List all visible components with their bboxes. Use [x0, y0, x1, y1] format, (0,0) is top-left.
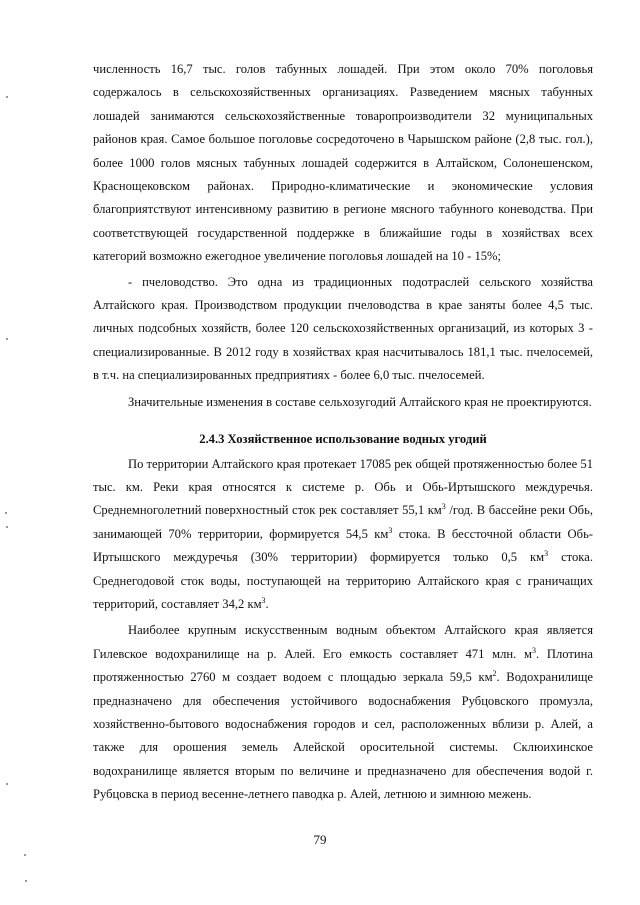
superscript-cubed: 3	[441, 502, 446, 512]
reservoirs-text-2: . Плотина протяженностью 2760 м создает водоем с площадью зеркала 59,5 км	[93, 646, 593, 685]
scan-speck	[5, 512, 7, 514]
scan-speck	[24, 854, 26, 856]
superscript-cubed: 3	[261, 595, 266, 605]
page-body	[93, 58, 593, 807]
paragraph-rivers	[93, 453, 593, 617]
superscript-squared: 2	[492, 668, 497, 678]
paragraph-farmland-changes: Значительные изменения в составе сельхозугодий Алтайского края не проектируются.	[128, 394, 592, 409]
paragraph-beekeeping: - пчеловодство. Это одна из традиционных подотраслей сельского хозяйства Алтайского края. Производством продукции пчеловодства в крае заняты более 4,5 тыс. личных подсобных хозяйств, более 120 сельскохозяйственных организаций, из которых 3 - специализированные. В 2012 году в хозяйствах края насчитывалось 181,1 тыс. пчелосемей, в т.ч. на специализированных предприятиях - более 6,0 тыс. пчелосемей.	[93, 274, 593, 383]
superscript-cubed: 3	[388, 525, 393, 535]
rivers-text-2: /год. В бассейне реки Обь, занимающей 70% территории, формируется 54,5 км	[93, 503, 593, 541]
reservoirs-text-3: . Водохранилище предназначено для обеспечения устойчивого водоснабжения Рубцовского промузла, хозяйственно-бытового водоснабжения городов и сел, расположенных вблизи р. Алей, а также для орошения земель Алейской оросительной системы. Склюихинское водохранилище является вторым по величине и предназначено для обеспечения водой г. Рубцовска в период весенне-летнего паводка р. Алей, летнюю и зимнюю межень.	[93, 670, 593, 802]
superscript-cubed: 3	[544, 548, 549, 558]
reservoirs-text-1: Наиболее крупным искусственным водным объектом Алтайского края является Гилевское водохранилище на р. Алей. Его емкость составляет 471 млн. м	[93, 623, 593, 661]
paragraph-reservoirs	[93, 619, 593, 806]
rivers-text-5: .	[265, 596, 269, 611]
rivers-text-1: По территории Алтайского края протекает 17085 рек общей протяженностью более 51 тыс. км. Реки края относятся к системе р. Обь и Обь-Иртышского междуречья. Среднемноголетний поверхностный сток рек составляет 55,1 км	[93, 456, 593, 518]
superscript-cubed: 3	[532, 645, 536, 655]
rivers-text-4: стока. Среднегодовой сток воды, поступающей на территорию Алтайского края с граничащих территорий, составляет 34,2 км	[93, 550, 593, 611]
rivers-text-3: стока. В бессточной области Обь-Иртышского междуречья (30% территории) формируется только 0,5 км	[93, 526, 593, 565]
section-heading: 2.4.3 Хозяйственное использование водных угодий	[199, 432, 487, 447]
scan-speck	[6, 338, 8, 340]
scan-speck	[6, 783, 8, 785]
page-number: 79	[313, 832, 327, 847]
scan-speck	[25, 880, 27, 882]
scan-speck	[6, 526, 8, 528]
scan-speck	[6, 96, 8, 98]
paragraph-horse-breeding: численность 16,7 тыс. голов табунных лошадей. При этом около 70% поголовья содержалось в сельскохозяйственных организациях. Разведением мясных табунных лошадей занимаются сельскохозяйственные товаропроизводители 32 муниципальных районов края. Самое большое поголовье сосредоточено в Чарышском районе (2,8 тыс. гол.), более 1000 голов мясных табунных лошадей содержится в Алтайском, Солонешенском, Краснощековском районах. Природно-климатические и экономические условия благоприятствуют интенсивному развитию в регионе мясного табунного коневодства. При соответствующей государственной поддержке в ближайшие годы в хозяйствах всех категорий возможно ежегодное увеличение поголовья лошадей на 10 - 15%;	[93, 62, 593, 264]
